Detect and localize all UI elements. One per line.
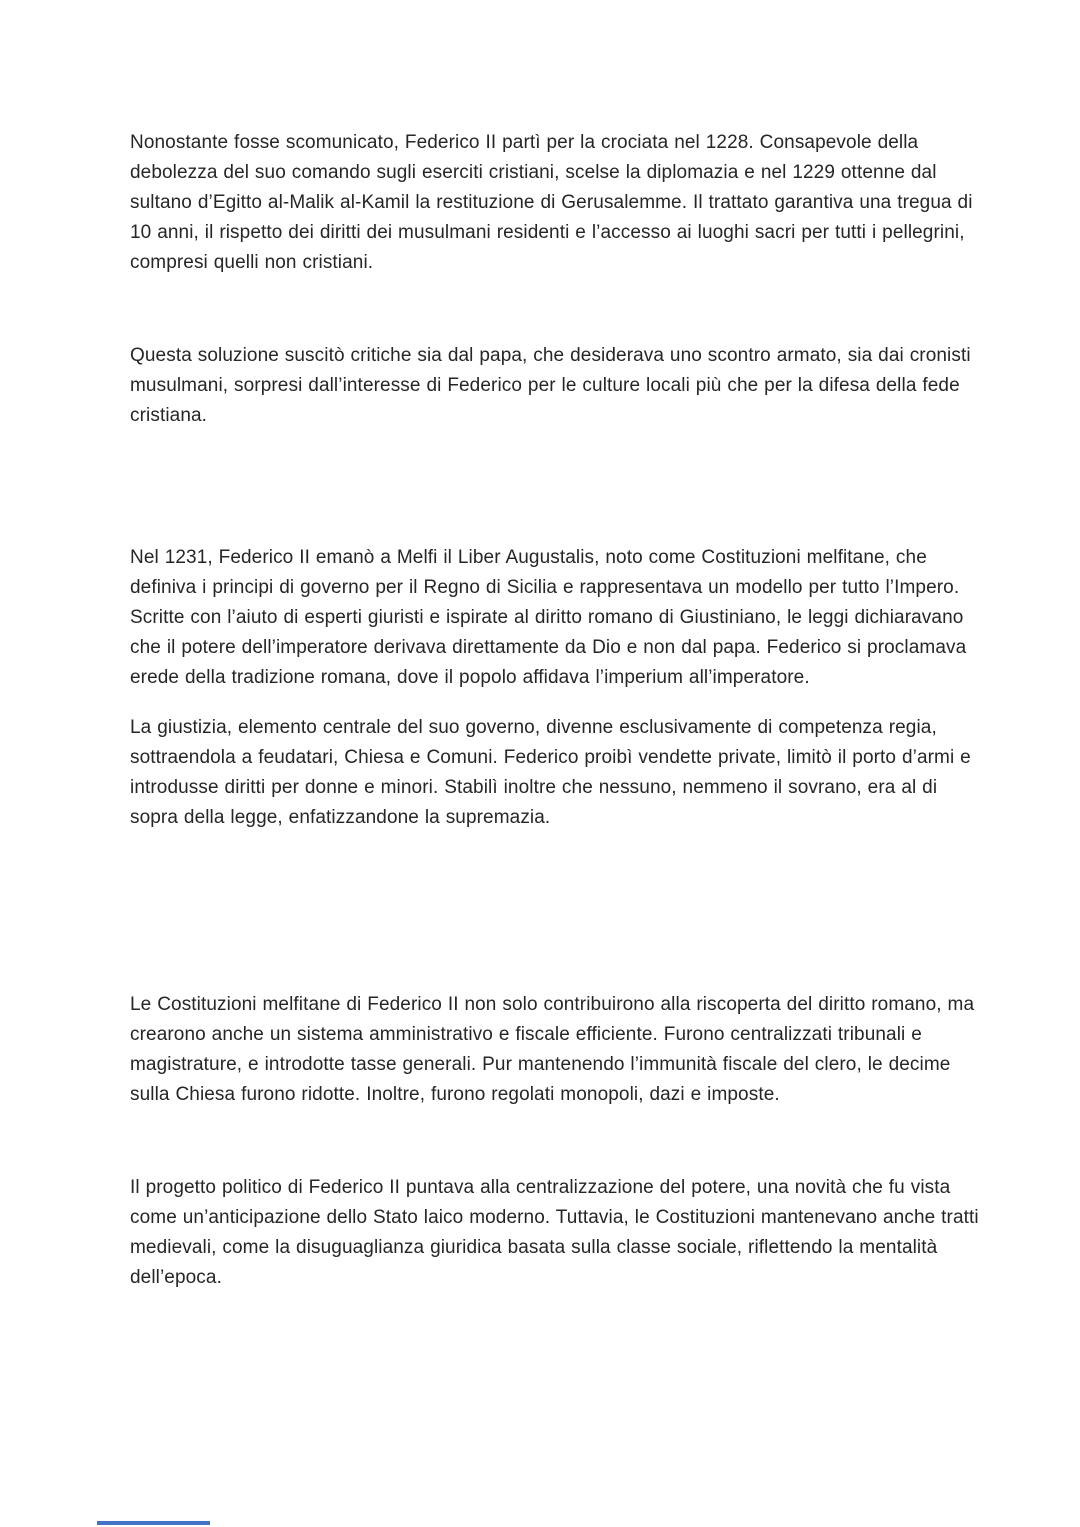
paragraph-criticism: Questa soluzione suscitò critiche sia dal papa, che desiderava uno scontro armato, sia dai cronisti musulmani, sorpresi dall’interesse di Federico per le culture locali più che per la difesa della fede cristiana. [130,345,971,426]
page-bottom-blue-line-fragment [97,1521,210,1525]
paragraph-liber-augustalis: Nel 1231, Federico II emanò a Melfi il Liber Augustalis, noto come Costituzioni melfitane, che definiva i principi di governo per il Regno di Sicilia e rappresentava un modello per tutto l’Impero. Scritte con l’aiuto di esperti giuristi e ispirate al diritto romano di Giustiniano, le leggi dichiaravano che il potere dell’imperatore derivava direttamente da Dio e non dal papa. Federico si proclamava erede della tradizione romana, dove il popolo affidava l’imperium all’imperatore. [130,547,967,688]
paragraph-crusade-1228: Nonostante fosse scomunicato, Federico II partì per la crociata nel 1228. Consapevole della debolezza del suo comando sugli eserciti cristiani, scelse la diplomazia e nel 1229 ottenne dal sultano d’Egitto al-Malik al-Kamil la restituzione di Gerusalemme. Il trattato garantiva una tregua di 10 anni, il rispetto dei diritti dei musulmani residenti e l’accesso ai luoghi sacri per tutti i pellegrini, compresi quelli non cristiani. [130,132,973,273]
paragraph-sistema-fiscale: Le Costituzioni melfitane di Federico II non solo contribuirono alla riscoperta del diritto romano, ma crearono anche un sistema amministrativo e fiscale efficiente. Furono centralizzati tribunali e magistrature, e introdotte tasse generali. Pur mantenendo l’immunità fiscale del clero, le decime sulla Chiesa furono ridotte. Inoltre, furono regolati monopoli, dazi e imposte. [130,994,975,1105]
paragraph-giustizia: La giustizia, elemento centrale del suo governo, divenne esclusivamente di competenza regia, sottraendola a feudatari, Chiesa e Comuni. Federico proibì vendette private, limitò il porto d’armi e introdusse diritti per donne e minori. Stabilì inoltre che nessuno, nemmeno il sovrano, era al di sopra della legge, enfatizzandone la supremazia. [130,717,971,828]
paragraph-progetto-politico: Il progetto politico di Federico II puntava alla centralizzazione del potere, una novità che fu vista come un’anticipazione dello Stato laico moderno. Tuttavia, le Costituzioni mantenevano anche tratti medievali, come la disuguaglianza giuridica basata sulla classe sociale, riflettendo la mentalità dell’epoca. [130,1177,979,1288]
